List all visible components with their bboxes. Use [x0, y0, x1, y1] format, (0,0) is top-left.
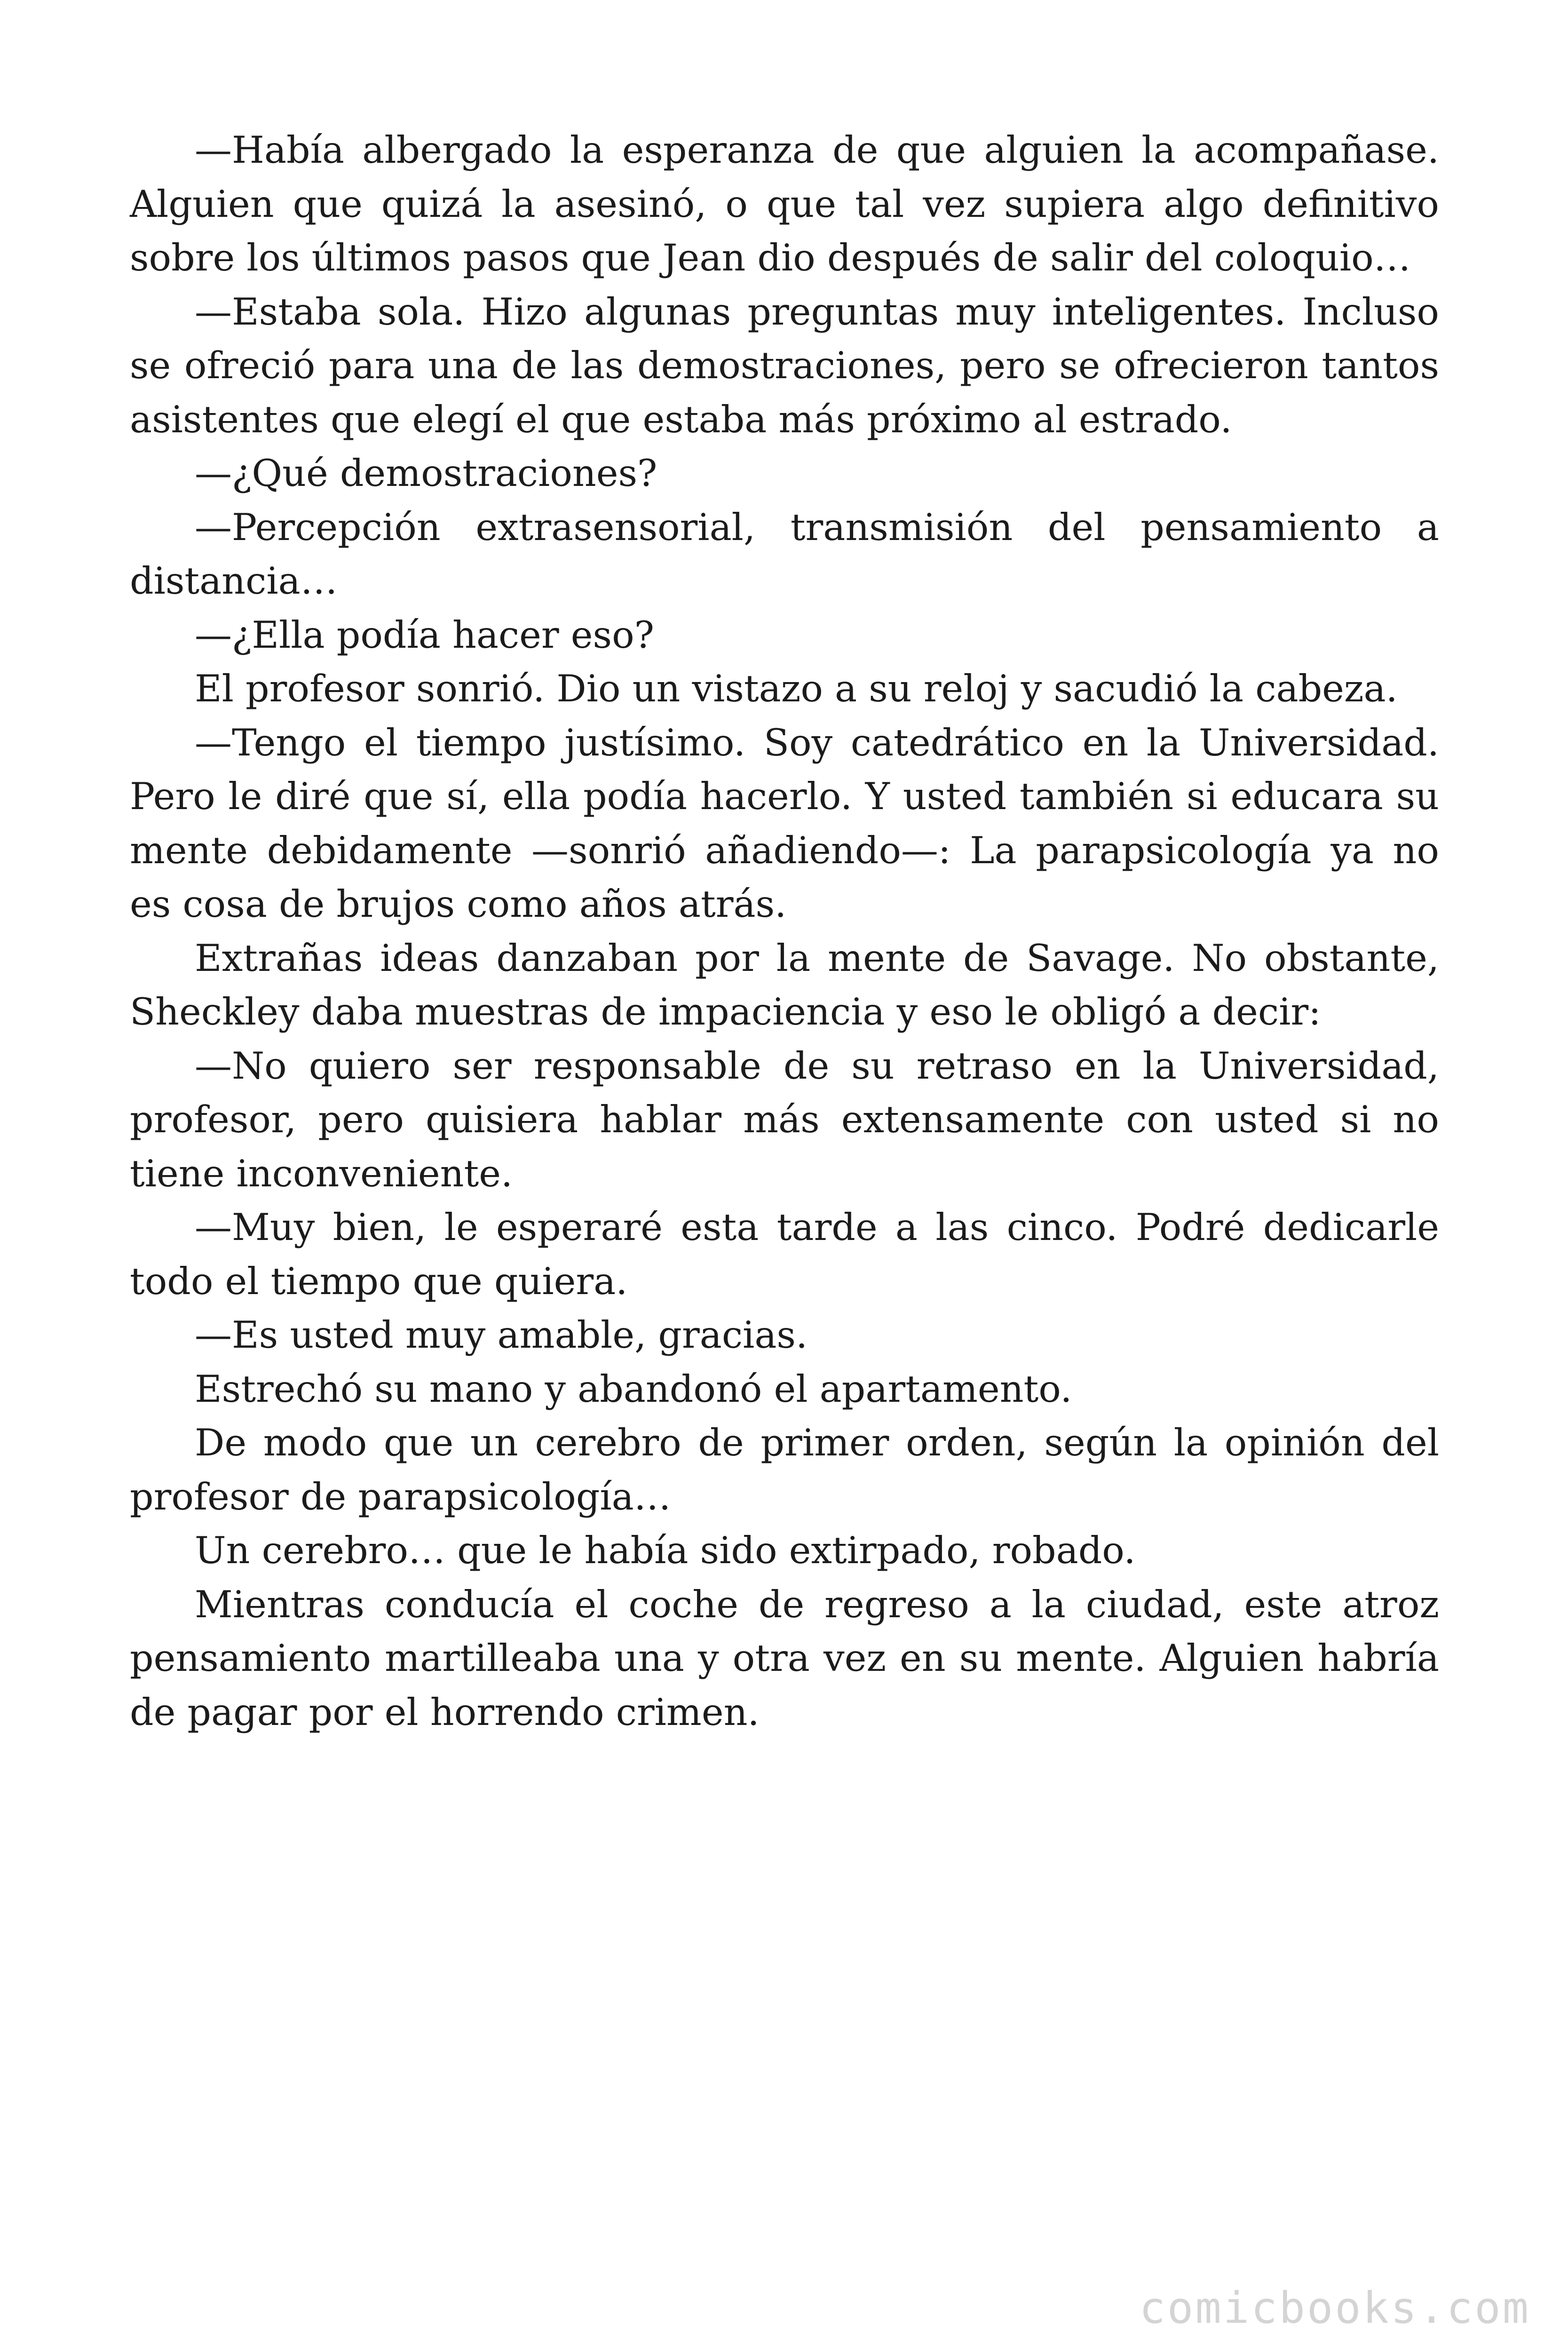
paragraph: —Muy bien, le esperaré esta tarde a las cinco. Podré dedicarle todo el tiempo que quiera. — [130, 1206, 1439, 1303]
paragraph: El profesor sonrió. Dio un vistazo a su reloj y sacudió la cabeza. — [195, 667, 1398, 710]
paragraph: —¿Qué demostraciones? — [195, 452, 657, 495]
watermark: comicbooks.com — [1139, 2283, 1530, 2333]
paragraph: —Había albergado la esperanza de que alguien la acompañase. Alguien que quizá la asesinó, o que tal vez supiera algo definitivo sobre los últimos pasos que Jean dio después de salir del coloquio… — [130, 128, 1439, 279]
paragraph: —¿Ella podía hacer eso? — [195, 613, 655, 657]
paragraph: Extrañas ideas danzaban por la mente de Savage. No obstante, Sheckley daba muestras de impaciencia y eso le obligó a decir: — [130, 936, 1439, 1033]
paragraph: Estrechó su mano y abandonó el apartamento. — [195, 1367, 1072, 1411]
paragraph: —Estaba sola. Hizo algunas preguntas muy inteligentes. Incluso se ofreció para una de las demostraciones, pero se ofrecieron tantos asistentes que elegí el que estaba más próximo al estrado. — [130, 290, 1439, 441]
paragraph: —Tengo el tiempo justísimo. Soy catedrático en la Universidad. Pero le diré que sí, ella podía hacerlo. Y usted también si educara su mente debidamente —sonrió añadiendo—: La parapsicología ya no es cosa de brujos como años atrás. — [130, 721, 1439, 926]
paragraph: Mientras conducía el coche de regreso a la ciudad, este atroz pensamiento martilleaba una y otra vez en su mente. Alguien habría de pagar por el horrendo crimen. — [130, 1582, 1439, 1734]
paragraph: —Es usted muy amable, gracias. — [195, 1313, 808, 1357]
paragraph: —Percepción extrasensorial, transmisión del pensamiento a distancia… — [130, 505, 1439, 603]
paragraph: De modo que un cerebro de primer orden, según la opinión del profesor de parapsicología… — [130, 1421, 1439, 1518]
page-body — [130, 123, 1439, 1739]
paragraph: Un cerebro… que le había sido extirpado, robado. — [195, 1529, 1136, 1572]
paragraph: —No quiero ser responsable de su retraso en la Universidad, profesor, pero quisiera hablar más extensamente con usted si no tiene inconveniente. — [130, 1044, 1439, 1195]
